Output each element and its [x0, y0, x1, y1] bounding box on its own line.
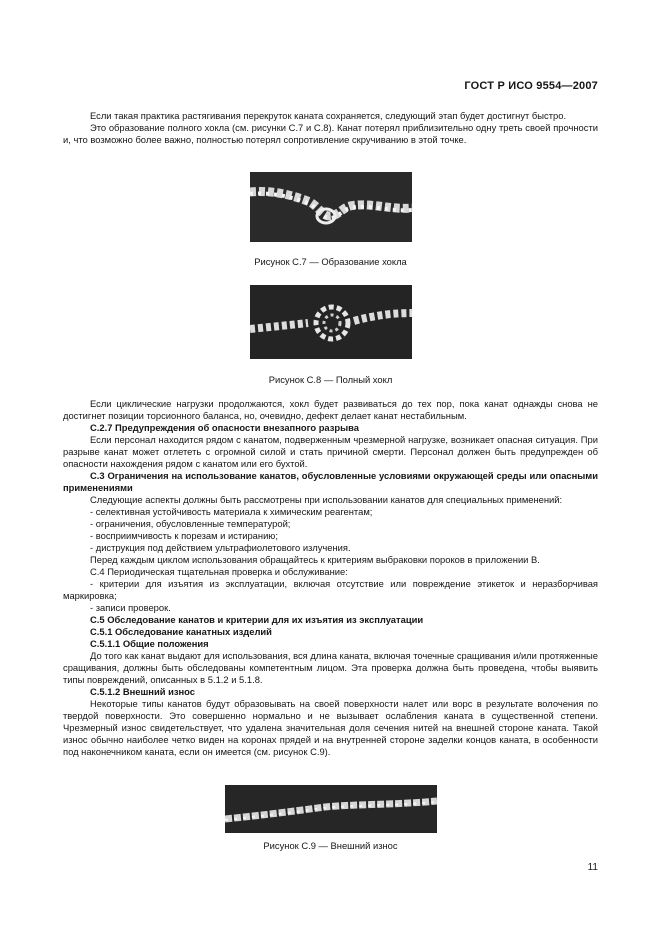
document-header: ГОСТ Р ИСО 9554—2007	[464, 80, 598, 92]
page-number: 11	[587, 862, 598, 873]
figure-c8	[0, 285, 661, 359]
paragraph: Перед каждым циклом использования обращайтесь к критериям выбраковки пороков в приложении В.	[90, 554, 540, 565]
rope-external-wear-photo	[225, 785, 437, 833]
figure-c7	[0, 172, 661, 242]
section-heading-c5: С.5 Обследование канатов и критерии для их изъятия из эксплуатации	[90, 614, 424, 625]
paragraph: До того как канат выдают для использования, вся длина каната, включая точечные сращивания и/или протяженные сращивания, должны быть обследованы компетентным лицом. Эта проверка должна быть проведена, чтобы выявить типы повреждений, описанных в 5.1.2 и 5.1.8.	[63, 650, 598, 685]
list-item: - критерии для изъятия из эксплуатации, включая отсутствие или повреждение этикеток и неразборчивая маркировка;	[63, 578, 598, 601]
text-block-2	[63, 398, 598, 758]
section-heading-c27: С.2.7 Предупреждения об опасности внезапного разрыва	[90, 422, 359, 433]
list-item: - записи проверок.	[90, 602, 171, 613]
figure-c9	[0, 785, 661, 833]
figure-c8-caption: Рисунок С.8 — Полный хокл	[268, 374, 393, 385]
rope-full-hockle-photo	[250, 285, 412, 359]
section-heading-c3: С.3 Ограничения на использование канатов, обусловленные условиями окружающей среды или опасными применениями	[63, 470, 598, 493]
rope-hockle-forming-photo	[250, 172, 412, 242]
section-heading-c512: С.5.1.2 Внешний износ	[90, 686, 195, 697]
list-item: - восприимчивость к порезам и истиранию;	[90, 530, 278, 541]
figure-c7-caption: Рисунок С.7 — Образование хокла	[254, 256, 407, 267]
paragraph: Если персонал находится рядом с канатом, подверженным чрезмерной нагрузке, возникает опасная ситуация. При разрыве канат может отлететь с огромной силой и стать причиной смерти. Персонал должен быть предупрежден об опасности нахождения рядом с канатом или его бухтой.	[63, 434, 598, 469]
list-item: - диструкция под действием ультрафиолетового излучения.	[90, 542, 351, 553]
figure-c9-caption: Рисунок С.9 — Внешний износ	[263, 840, 398, 851]
paragraph: Это образование полного хокла (см. рисунки С.7 и С.8). Канат потерял приблизительно одну треть своей прочности и, что возможно более важно, полностью потерял сопротивление скручиванию в этой точке.	[63, 122, 598, 145]
paragraph: Если циклические нагрузки продолжаются, хокл будет развиваться до тех пор, пока канат однажды снова не достигнет позиции торсионного баланса, но, очевидно, дефект делает канат нестабильным.	[63, 398, 598, 421]
paragraph: Некоторые типы канатов будут образовывать на своей поверхности налет или ворс в результате волочения по твердой поверхности. Это совершенно нормально и не вызывает ослабления каната в существенной степени. Чрезмерный износ свидетельствует, что удалена значительная доля сечения нитей на внешней стороне каната. Такой износ обычно наиболее четко виден на коронах прядей и на внутренней стороне заделки концов каната, в особенности под наконечником каната, если он имеется (см. рисунок С.9).	[63, 698, 598, 757]
text-block-1	[63, 110, 598, 146]
list-item: - ограничения, обусловленные температурой;	[90, 518, 291, 529]
paragraph: С.4 Периодическая тщательная проверка и обслуживание:	[90, 566, 348, 577]
section-heading-c511: С.5.1.1 Общие положения	[90, 638, 209, 649]
paragraph: Если такая практика растягивания перекруток каната сохраняется, следующий этап будет достигнут быстро.	[90, 110, 567, 121]
list-item: - селективная устойчивость материала к химическим реагентам;	[90, 506, 373, 517]
section-heading-c51: С.5.1 Обследование канатных изделий	[90, 626, 272, 637]
paragraph: Следующие аспекты должны быть рассмотрены при использовании канатов для специальных применений:	[90, 494, 563, 505]
